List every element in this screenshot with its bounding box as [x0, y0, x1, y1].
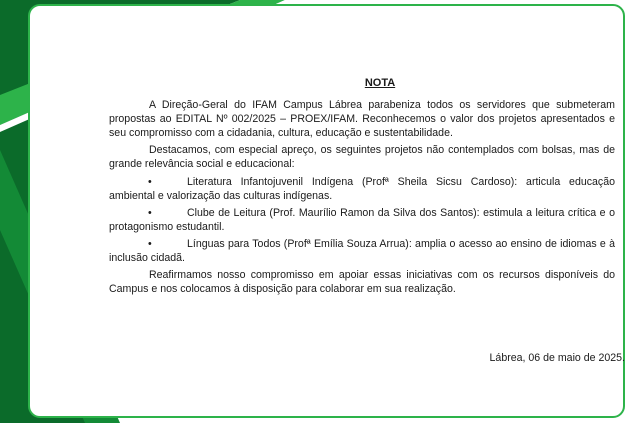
paragraph-closing: Reafirmamos nosso compromisso em apoiar essas iniciativas com os recursos disponíveis do Campus e nos colocamos à disposição para colaborar em sua realização. [109, 269, 615, 296]
list-item [109, 175, 615, 203]
note-date: Lábrea, 06 de maio de 2025. [489, 352, 625, 364]
paragraph-highlight: Destacamos, com especial apreço, os seguintes projetos não contemplados com bolsas, mas de grande relevância social e educacional: [109, 144, 615, 171]
list-item [109, 206, 615, 234]
bullet-symbol: • [148, 206, 152, 219]
note-content [109, 76, 615, 299]
list-item-text: Clube de Leitura (Prof. Maurílio Ramon da Silva dos Santos): estimula a leitura crítica e o protagonismo estudantil. [109, 206, 615, 233]
list-item [109, 237, 615, 265]
list-item-text: Línguas para Todos (Profª Emília Souza Arrua): amplia o acesso ao ensino de idiomas e à inclusão cidadã. [109, 237, 615, 265]
bullet-symbol: • [148, 237, 152, 250]
list-item-text: Literatura Infantojuvenil Indígena (Profª Sheila Sicsu Cardoso): articula educação ambiental e valorização das culturas indígenas. [109, 175, 615, 202]
paragraph-intro: A Direção-Geral do IFAM Campus Lábrea parabeniza todos os servidores que submeteram propostas ao EDITAL Nº 002/2025 – PROEX/IFAM. Reconhecemos o valor dos projetos apresentados e seu compromisso com a cidadania, cultura, educação e sustentabilidade. [109, 99, 615, 140]
note-title: NOTA [364, 77, 396, 89]
bullet-symbol: • [148, 175, 152, 188]
